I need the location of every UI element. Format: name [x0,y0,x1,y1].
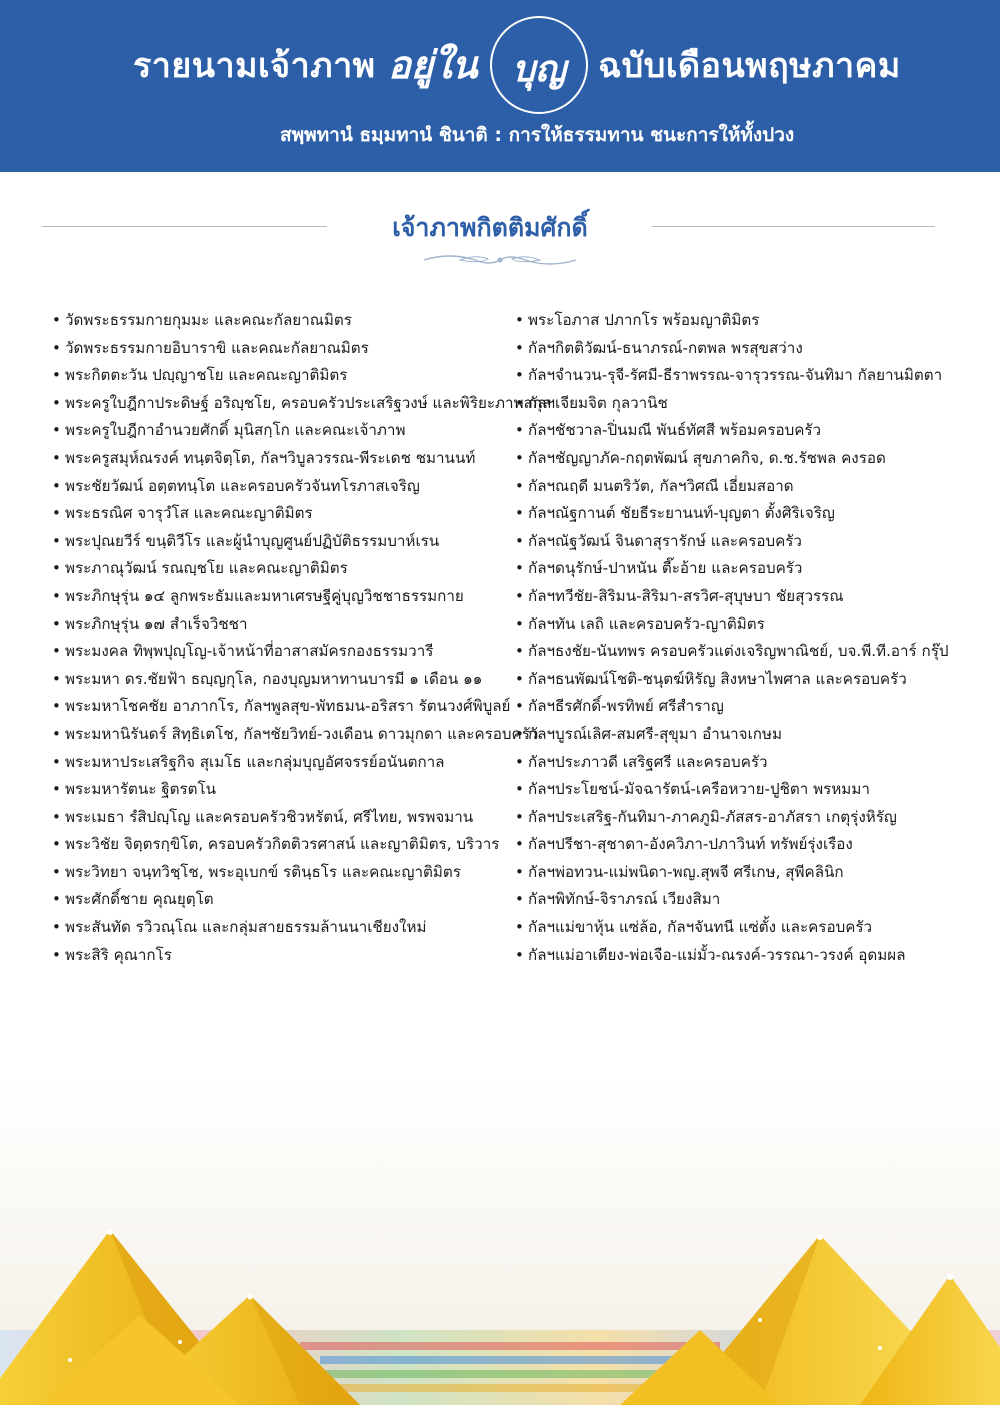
header-banner [0,0,1000,172]
right-donor-item: • กัลฯประภาวดี เสริฐศรี และครอบครัว [515,752,985,780]
right-donor-item: • กัลฯบูรณ์เลิศ-สมศรี-สุขุมา อำนาจเกษม [515,724,985,752]
right-donor-item: • กัลฯณัฐวัฒน์ จินดาสุรารักษ์ และครอบครัว [515,531,985,559]
right-donor-item: • กัลฯทัน เลถิ และครอบครัว-ญาติมิตร [515,614,985,642]
left-donor-item: • พระมหาโชคชัย อาภากโร, กัลฯพูลสุข-พัทธมน-อริสรา รัตนวงศ์พิบูลย์ [52,696,522,724]
magazine-logo-circle-text: บุญ [512,48,566,90]
left-donor-item: • พระเมธา รํสิปญฺโญ และครอบครัวชิวหรัตน์, ศรีไทย, พรพจมาน [52,807,522,835]
right-donor-item: • กัลฯชัญญาภัค-กฤตพัฒน์ สุขภาคกิจ, ด.ช.รัชพล คงรอด [515,448,985,476]
left-donor-item: • พระสันทัด รวิวณฺโณ และกลุ่มสายธรรมล้านนาเชียงใหม่ [52,917,522,945]
left-donor-item: • พระสิริ คุณากโร [52,945,522,973]
left-donor-item: • พระครูสมุห์ณรงค์ ทนฺตจิตฺโต, กัลฯวิบูลวรรณ-พีระเดช ชมานนท์ [52,448,522,476]
magazine-logo-script: อยู่ใน [388,42,478,87]
left-donor-item: • วัดพระธรรมกายกุมมะ และคณะกัลยาณมิตร [52,310,522,338]
divider-left [42,226,327,227]
flourish-ornament [420,250,580,270]
donor-list-right [515,310,985,972]
left-donor-item: • พระมหา ดร.ชัยฟ้า ธญฺญกุโล, กองบุญมหาทานบารมี ๑ เดือน ๑๑ [52,669,522,697]
right-donor-item: • กัลฯแม่อาเตียง-พ่อเจือ-แม่มั้ว-ณรงค์-วรรณา-วรงค์ อุดมผล [515,945,985,973]
left-donor-item: • พระกิตตะวัน ปญฺญาชโย และคณะญาติมิตร [52,365,522,393]
left-donor-item: • วัดพระธรรมกายอิบาราขิ และคณะกัลยาณมิตร [52,338,522,366]
left-donor-item: • พระครูใบฎีกาประดิษฐ์ อริญฺชโย, ครอบครัวประเสริฐวงษ์ และพิริยะภาพสกุล [52,393,522,421]
left-donor-item: • พระธรณิศ จารุวํโส และคณะญาติมิตร [52,503,522,531]
right-donor-item: • กัลฯแม่ขาหุ้น แซ่ล้อ, กัลฯจันทนี แซ่ตั้ง และครอบครัว [515,917,985,945]
right-donor-item: • กัลฯธีรศักดิ์-พรทิพย์ ศรีสำราญ [515,696,985,724]
right-donor-item: • กัลฯจำนวน-รุจี-รัศมี-ธีราพรรณ-จารุวรรณ-จันทิมา กัลยานมิตตา [515,365,985,393]
right-donor-item: • กัลฯธงชัย-นันทพร ครอบครัวแต่งเจริญพาณิชย์, บจ.พี.ที.อาร์ กรุ๊ป [515,641,985,669]
page-title-left: รายนามเจ้าภาพ [133,46,376,86]
left-donor-item: • พระมหาประเสริฐกิจ สุเมโธ และกลุ่มบุญอัศจรรย์อนันตกาล [52,752,522,780]
right-donor-item: • กัลฯประเสริฐ-กันทิมา-ภาคภูมิ-ภัสสร-อาภัสรา เกตุรุ่งหิรัญ [515,807,985,835]
left-donor-item: • พระปุณยวีร์ ขนฺติวีโร และผู้นำบุญศูนย์ปฏิบัติธรรมบาห์เรน [52,531,522,559]
left-donor-item: • พระชัยวัฒน์ อตฺตทนฺโต และครอบครัวจันทโรภาสเจริญ [52,476,522,504]
left-donor-item: • พระมงคล ทิพฺพปุญฺโญ-เจ้าหน้าที่อาสาสมัครกองธรรมวารี [52,641,522,669]
left-donor-item: • พระภิกษุรุ่น ๑๗ สำเร็จวิชชา [52,614,522,642]
right-donor-item: • กัลฯธนพัฒน์โชติ-ชนุตฆ์หิรัญ สิงหษาไพศาล และครอบครัว [515,669,985,697]
divider-right [652,226,935,227]
right-donor-item: • กัลฯปรีชา-สุชาดา-อังควิภา-ปภาวินท์ ทรัพย์รุ่งเรือง [515,834,985,862]
magazine-logo-circle [490,16,588,114]
right-donor-item: • กัลฯณฤดี มนตริวัต, กัลฯวิศณี เอี่ยมสอาด [515,476,985,504]
page-title-right: ฉบับเดือนพฤษภาคม [598,46,901,86]
section-title: เจ้าภาพกิตติมศักดิ์ [392,213,588,242]
title-line [0,30,1000,90]
left-donor-item: • พระวิชัย จิตฺตรกฺขิโต, ครอบครัวกิตติวรศาสน์ และญาติมิตร, บริวาร [52,834,522,862]
left-donor-item: • พระมหารัตนะ ฐิตรตโน [52,779,522,807]
left-donor-item: • พระภิกษุรุ่น ๑๔ ลูกพระธัมและมหาเศรษฐีคู่บุญวิชชาธรรมกาย [52,586,522,614]
left-donor-item: • พระมหานิรันดร์ สิทฺธิเตโช, กัลฯชัยวิทย์-วงเดือน ดาวมุกดา และครอบครัว [52,724,522,752]
right-donor-item: • กัลฯดนุรักษ์-ปาหนัน ตี๊ะอ้าย และครอบครัว [515,558,985,586]
section-heading [0,200,1000,270]
right-donor-item: • พระโอภาส ปภากโร พร้อมญาติมิตร [515,310,985,338]
left-donor-item: • พระครูใบฎีกาอำนวยศักดิ์ มุนิสกฺโก และคณะเจ้าภาพ [52,420,522,448]
right-donor-item: • กัลฯชัชวาล-ปิ่นมณี พันธ์ทัศสี พร้อมครอบครัว [515,420,985,448]
right-donor-item: • กัลฯพ่อทวน-แม่พนิดา-พญ.สุพจี ศรีเกษ, สุพีคลินิก [515,862,985,890]
left-donor-item: • พระภาณุวัฒน์ รณญฺชโย และคณะญาติมิตร [52,558,522,586]
right-donor-item: • กัลฯทวีชัย-สิริมน-สิริมา-สรวิศ-สุบุษบา ชัยสุวรรณ [515,586,985,614]
donor-list-left [52,310,552,972]
page-subtitle: สพฺพทานํ ธมฺมทานํ ชินาติ : การให้ธรรมทาน ชนะการให้ทั้งปวง [280,124,795,146]
right-donor-item: • กัลฯเจียมจิต กุลวานิช [515,393,985,421]
left-donor-item: • พระวิทยา จนฺทวิชฺโช, พระอุเบกข์ รตินฺธโร และคณะญาติมิตร [52,862,522,890]
right-donor-item: • กัลฯกิตติวัฒน์-ธนาภรณ์-กตพล พรสุขสว่าง [515,338,985,366]
right-donor-item: • กัลฯพิทักษ์-จิราภรณ์ เวียงสิมา [515,889,985,917]
golden-pagoda-illustration [0,1080,1000,1405]
right-donor-item: • กัลฯประโยชน์-มัจฉารัตน์-เครือหวาย-ปูชิตา พรหมมา [515,779,985,807]
right-donor-item: • กัลฯณัฐกานต์ ชัยธีระยานนท์-บุญตา ตั้งศิริเจริญ [515,503,985,531]
left-donor-item: • พระศักดิ์ชาย คุณยุตฺโต [52,889,522,917]
